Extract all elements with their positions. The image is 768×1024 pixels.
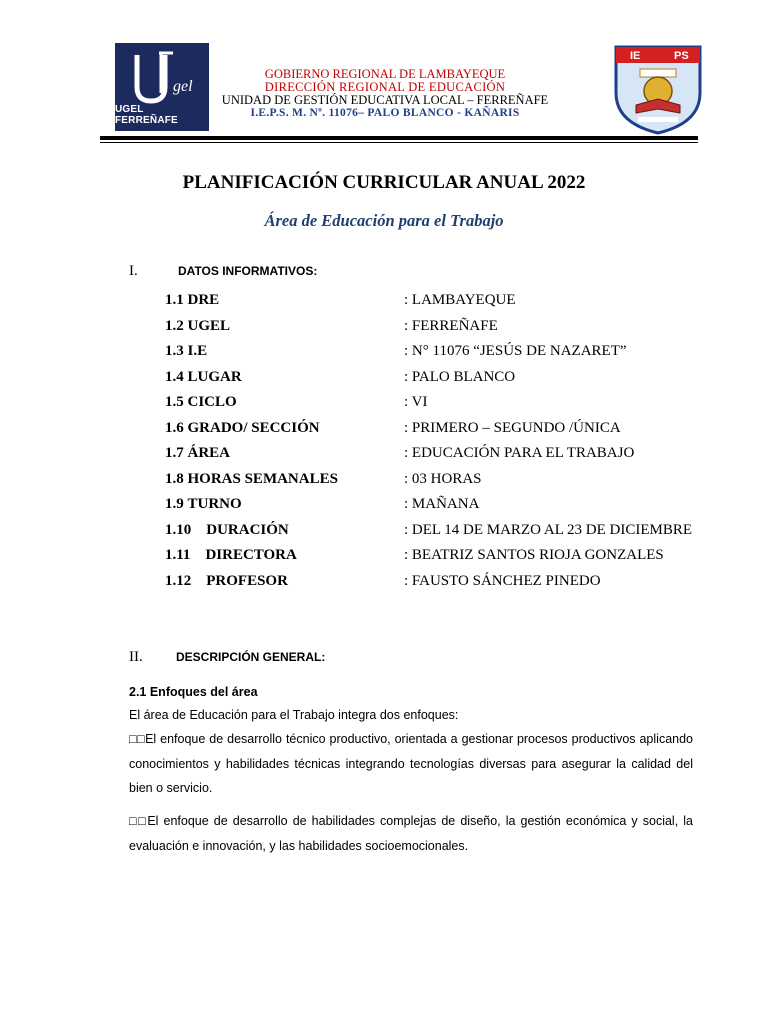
- info-row: [0, 471, 768, 493]
- school-crest-icon: [610, 43, 706, 135]
- info-value: : DEL 14 DE MARZO AL 23 DE DICIEMBRE: [404, 522, 693, 538]
- header-divider-thick: [100, 136, 698, 140]
- enfoque-paragraph-1: [129, 727, 693, 801]
- info-value: : VI: [404, 394, 428, 410]
- ugel-emblem-icon: [115, 43, 209, 113]
- header-school-line: I.E.P.S. M. Nº. 11076– PALO BLANCO - KAÑARIS: [250, 107, 520, 119]
- ugel-logo-caption: UGEL FERREÑAFE: [115, 104, 178, 126]
- info-value: : N° 11076 “JESÚS DE NAZARET”: [404, 343, 627, 359]
- seal-badge-right: PS: [674, 50, 689, 62]
- info-label: 1.4 LUGAR: [165, 369, 242, 385]
- ugel-logo: [115, 43, 209, 131]
- section-1-number: I.: [129, 263, 138, 279]
- info-row: [0, 394, 768, 416]
- seal-badge-left: IE: [630, 50, 641, 62]
- info-label: 1.5 CICLO: [165, 394, 237, 410]
- info-value: : PALO BLANCO: [404, 369, 516, 385]
- section-1-title: DATOS INFORMATIVOS:: [178, 264, 318, 278]
- info-label: 1.3 I.E: [165, 343, 208, 359]
- info-label: 1.8 HORAS SEMANALES: [165, 471, 338, 487]
- enfoque-paragraph-2: [129, 809, 693, 858]
- ugel-logo-letters: gel: [173, 78, 193, 95]
- section-2-heading: [129, 648, 143, 666]
- info-value: : 03 HORAS: [404, 471, 482, 487]
- info-row: [0, 445, 768, 467]
- info-row: [0, 522, 768, 544]
- enfoques-subheading: 2.1 Enfoques del área: [129, 685, 258, 699]
- info-label: 1.10 DURACIÓN: [165, 522, 289, 538]
- section-2-number: II.: [129, 649, 143, 665]
- header-government-line: GOBIERNO REGIONAL DE LAMBAYEQUE: [264, 67, 506, 81]
- header-divider-thin: [100, 142, 698, 143]
- document-subtitle: Área de Educación para el Trabajo: [264, 211, 504, 230]
- info-label: 1.2 UGEL: [165, 318, 231, 334]
- info-row: [0, 292, 768, 314]
- info-row: [0, 343, 768, 365]
- info-label: 1.7 ÁREA: [165, 445, 231, 461]
- section-1-heading: [129, 262, 138, 280]
- info-label: 1.1 DRE: [165, 292, 220, 308]
- header-dre-line: DIRECCIÓN REGIONAL DE EDUCACIÓN: [264, 80, 506, 94]
- enfoque-paragraph-2-text: El enfoque de desarrollo de habilidades complejas de diseño, la gestión económica y social, la evaluación e innovación, y las habilidades socioemocionales.: [129, 814, 693, 853]
- info-value: : BEATRIZ SANTOS RIOJA GONZALES: [404, 547, 664, 563]
- info-value: : EDUCACIÓN PARA EL TRABAJO: [404, 445, 635, 461]
- info-row: [0, 547, 768, 569]
- info-row: [0, 496, 768, 518]
- info-value: : FERREÑAFE: [404, 318, 498, 334]
- info-label: 1.9 TURNO: [165, 496, 242, 512]
- info-row: [0, 420, 768, 442]
- info-row: [0, 573, 768, 595]
- info-row: [0, 318, 768, 340]
- info-label: 1.12 PROFESOR: [165, 573, 288, 589]
- school-seal: [610, 43, 706, 135]
- enfoques-intro: El área de Educación para el Trabajo integra dos enfoques:: [129, 708, 459, 722]
- info-label: 1.6 GRADO/ SECCIÓN: [165, 420, 320, 436]
- info-value: : MAÑANA: [404, 496, 480, 512]
- section-2-title: DESCRIPCIÓN GENERAL:: [176, 650, 326, 664]
- info-label: 1.11 DIRECTORA: [165, 547, 297, 563]
- document-title: PLANIFICACIÓN CURRICULAR ANUAL 2022: [182, 172, 586, 193]
- info-row: [0, 369, 768, 391]
- header-ugel-line: UNIDAD DE GESTIÓN EDUCATIVA LOCAL – FERREÑAFE: [221, 93, 549, 107]
- bullet-glyph: □□: [129, 814, 148, 828]
- enfoque-paragraph-1-text: El enfoque de desarrollo técnico productivo, orientada a gestionar procesos productivos aplicando conocimientos y habilidades técnicas integrando tecnologías diversas para asegurar la calidad del bien o servicio.: [129, 732, 693, 795]
- info-value: : LAMBAYEQUE: [404, 292, 516, 308]
- info-value: : PRIMERO – SEGUNDO /ÚNICA: [404, 420, 621, 436]
- info-value: : FAUSTO SÁNCHEZ PINEDO: [404, 573, 601, 589]
- bullet-glyph: □□: [129, 732, 146, 746]
